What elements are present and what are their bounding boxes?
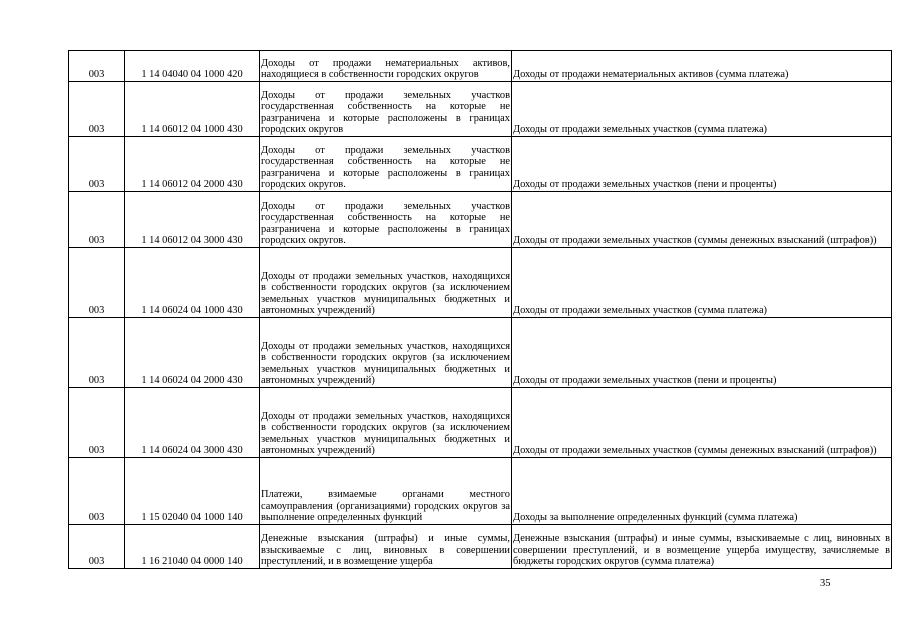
kbk-code-cell: 1 14 06024 04 2000 430 [125, 318, 260, 388]
revenue-description-cell: Доходы от продажи земельных участков (суммы денежных взысканий (штрафов)) [512, 192, 892, 248]
table-row [69, 388, 892, 458]
revenue-description-cell: Денежные взыскания (штрафы) и иные суммы, взыскиваемые с лиц, виновных в совершении преступлений, и в возмещение ущерба имуществу, зачисляемые в бюджеты городских округов (сумма платежа) [512, 525, 892, 569]
kbk-code-cell: 1 14 06012 04 3000 430 [125, 192, 260, 248]
table-row [69, 458, 892, 525]
revenue-name-cell: Доходы от продажи земельных участков государственная собственность на которые не разграничена и которые расположены в границах городских округов. [260, 137, 512, 192]
table-row [69, 192, 892, 248]
page-number: 35 [820, 578, 831, 589]
admin-code-cell: 003 [69, 137, 125, 192]
admin-code-cell: 003 [69, 388, 125, 458]
table-row [69, 137, 892, 192]
kbk-code-cell: 1 16 21040 04 0000 140 [125, 525, 260, 569]
revenue-description-cell: Доходы от продажи земельных участков (пени и проценты) [512, 137, 892, 192]
revenue-name-cell: Доходы от продажи земельных участков, находящихся в собственности городских округов (за исключением земельных участков муниципальных бюджетных и автономных учреждений) [260, 388, 512, 458]
kbk-code-cell: 1 14 06012 04 2000 430 [125, 137, 260, 192]
admin-code-cell: 003 [69, 51, 125, 82]
table-row [69, 525, 892, 569]
admin-code-cell: 003 [69, 525, 125, 569]
revenue-name-cell: Доходы от продажи земельных участков государственная собственность на которые не разграничена и которые расположены в границах городских округов [260, 82, 512, 137]
revenue-description-cell: Доходы от продажи нематериальных активов (сумма платежа) [512, 51, 892, 82]
revenue-name-cell: Доходы от продажи нематериальных активов, находящиеся в собственности городских округов [260, 51, 512, 82]
table-row [69, 318, 892, 388]
revenue-description-cell: Доходы от продажи земельных участков (суммы денежных взысканий (штрафов)) [512, 388, 892, 458]
revenue-description-cell: Доходы от продажи земельных участков (пени и проценты) [512, 318, 892, 388]
revenue-name-cell: Платежи, взимаемые органами местного самоуправления (организациями) городских округов за выполнение определенных функций [260, 458, 512, 525]
admin-code-cell: 003 [69, 248, 125, 318]
kbk-code-cell: 1 14 06024 04 1000 430 [125, 248, 260, 318]
kbk-code-cell: 1 14 06012 04 1000 430 [125, 82, 260, 137]
revenue-description-cell: Доходы за выполнение определенных функций (сумма платежа) [512, 458, 892, 525]
admin-code-cell: 003 [69, 318, 125, 388]
table-row [69, 51, 892, 82]
revenue-name-cell: Доходы от продажи земельных участков, находящихся в собственности городских округов (за исключением земельных участков муниципальных бюджетных и автономных учреждений) [260, 318, 512, 388]
kbk-code-cell: 1 14 04040 04 1000 420 [125, 51, 260, 82]
revenue-description-cell: Доходы от продажи земельных участков (сумма платежа) [512, 82, 892, 137]
admin-code-cell: 003 [69, 82, 125, 137]
revenue-description-cell: Доходы от продажи земельных участков (сумма платежа) [512, 248, 892, 318]
table-row [69, 248, 892, 318]
revenue-codes-table [68, 50, 892, 569]
table-row [69, 82, 892, 137]
admin-code-cell: 003 [69, 192, 125, 248]
revenue-name-cell: Доходы от продажи земельных участков государственная собственность на которые не разграничена и которые расположены в границах городских округов. [260, 192, 512, 248]
revenue-name-cell: Денежные взыскания (штрафы) и иные суммы, взыскиваемые с лиц, виновных в совершении преступлений, и в возмещение ущерба [260, 525, 512, 569]
kbk-code-cell: 1 15 02040 04 1000 140 [125, 458, 260, 525]
kbk-code-cell: 1 14 06024 04 3000 430 [125, 388, 260, 458]
admin-code-cell: 003 [69, 458, 125, 525]
revenue-name-cell: Доходы от продажи земельных участков, находящихся в собственности городских округов (за исключением земельных участков муниципальных бюджетных и автономных учреждений) [260, 248, 512, 318]
